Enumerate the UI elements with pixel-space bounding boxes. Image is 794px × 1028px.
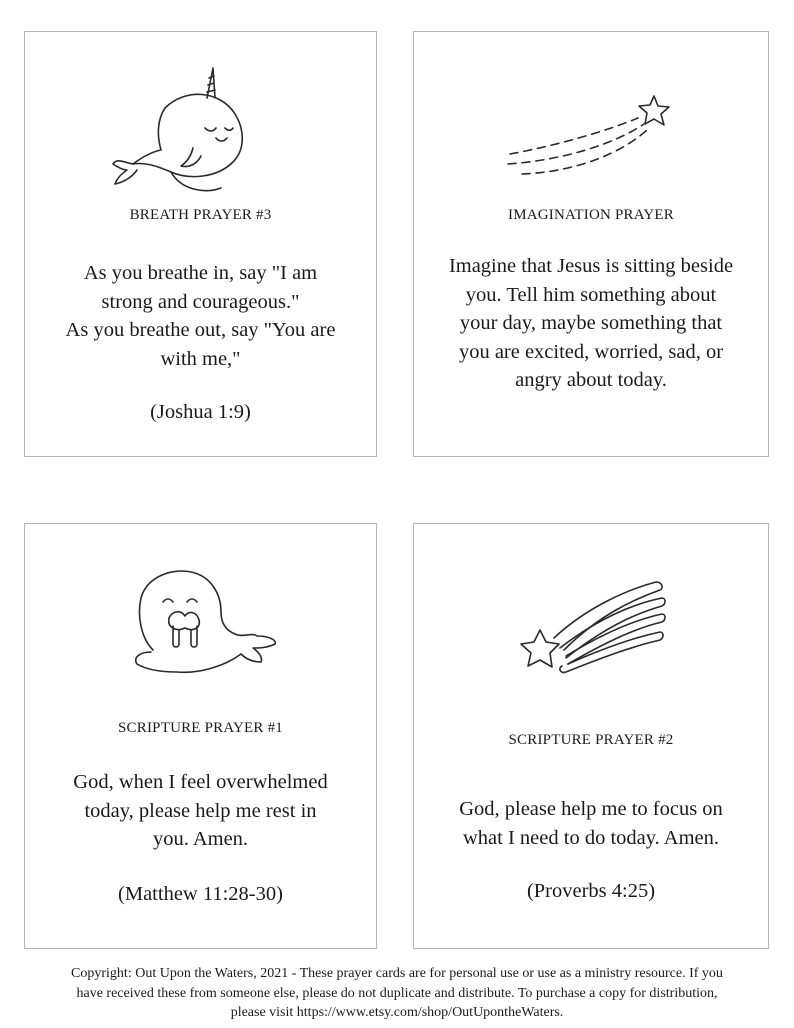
card-title: BREATH PRAYER #3 (129, 207, 272, 223)
body-line: your day, maybe something that (459, 312, 723, 334)
body-line: angry about today. (515, 369, 667, 391)
body-line: with me," (160, 347, 241, 370)
footer-line: have received these from someone else, please do not duplicate and distribute. To purchase a copy for distribution, (76, 985, 718, 1001)
prayer-card-scripture-2 (413, 523, 769, 949)
card-title: SCRIPTURE PRAYER #1 (118, 720, 283, 736)
body-line: As you breathe out, say "You are (65, 319, 336, 341)
footer-line: Copyright: Out Upon the Waters, 2021 - These prayer cards are for personal use or use as a ministry resource. If you (71, 966, 723, 981)
card-body (422, 795, 760, 852)
card-body (33, 768, 368, 854)
narwhal-icon (105, 66, 281, 216)
scripture-reference: (Joshua 1:9) (150, 401, 251, 423)
prayer-card-scripture-1 (24, 523, 377, 949)
footer-line: please visit https://www.etsy.com/shop/OutUpontheWaters. (230, 1005, 564, 1020)
body-line: you are excited, worried, sad, or (458, 340, 724, 363)
card-title: SCRIPTURE PRAYER #2 (508, 732, 674, 748)
body-line: today, please help me rest in (84, 799, 317, 822)
prayer-card-breath-3 (24, 31, 377, 457)
shooting-star-icon (504, 88, 674, 178)
body-line: you. Amen. (152, 828, 249, 850)
copyright-footer (0, 964, 794, 1023)
body-line: God, when I feel overwhelmed (73, 771, 328, 793)
card-title: IMAGINATION PRAYER (508, 207, 674, 223)
body-line: God, please help me to focus on (459, 798, 723, 820)
body-line: strong and courageous." (101, 290, 300, 313)
shooting-star-rainbow-icon (506, 572, 676, 682)
scripture-reference: (Matthew 11:28-30) (118, 883, 283, 905)
body-line: As you breathe in, say "I am (83, 262, 318, 284)
card-body (422, 252, 760, 395)
body-line: you. Tell him something about (465, 283, 717, 306)
scripture-reference: (Proverbs 4:25) (526, 880, 656, 902)
body-line: Imagine that Jesus is sitting beside (448, 255, 734, 277)
card-body (33, 259, 368, 373)
prayer-card-imagination (413, 31, 769, 457)
body-line: what I need to do today. Amen. (463, 826, 719, 849)
walrus-icon (129, 566, 279, 684)
